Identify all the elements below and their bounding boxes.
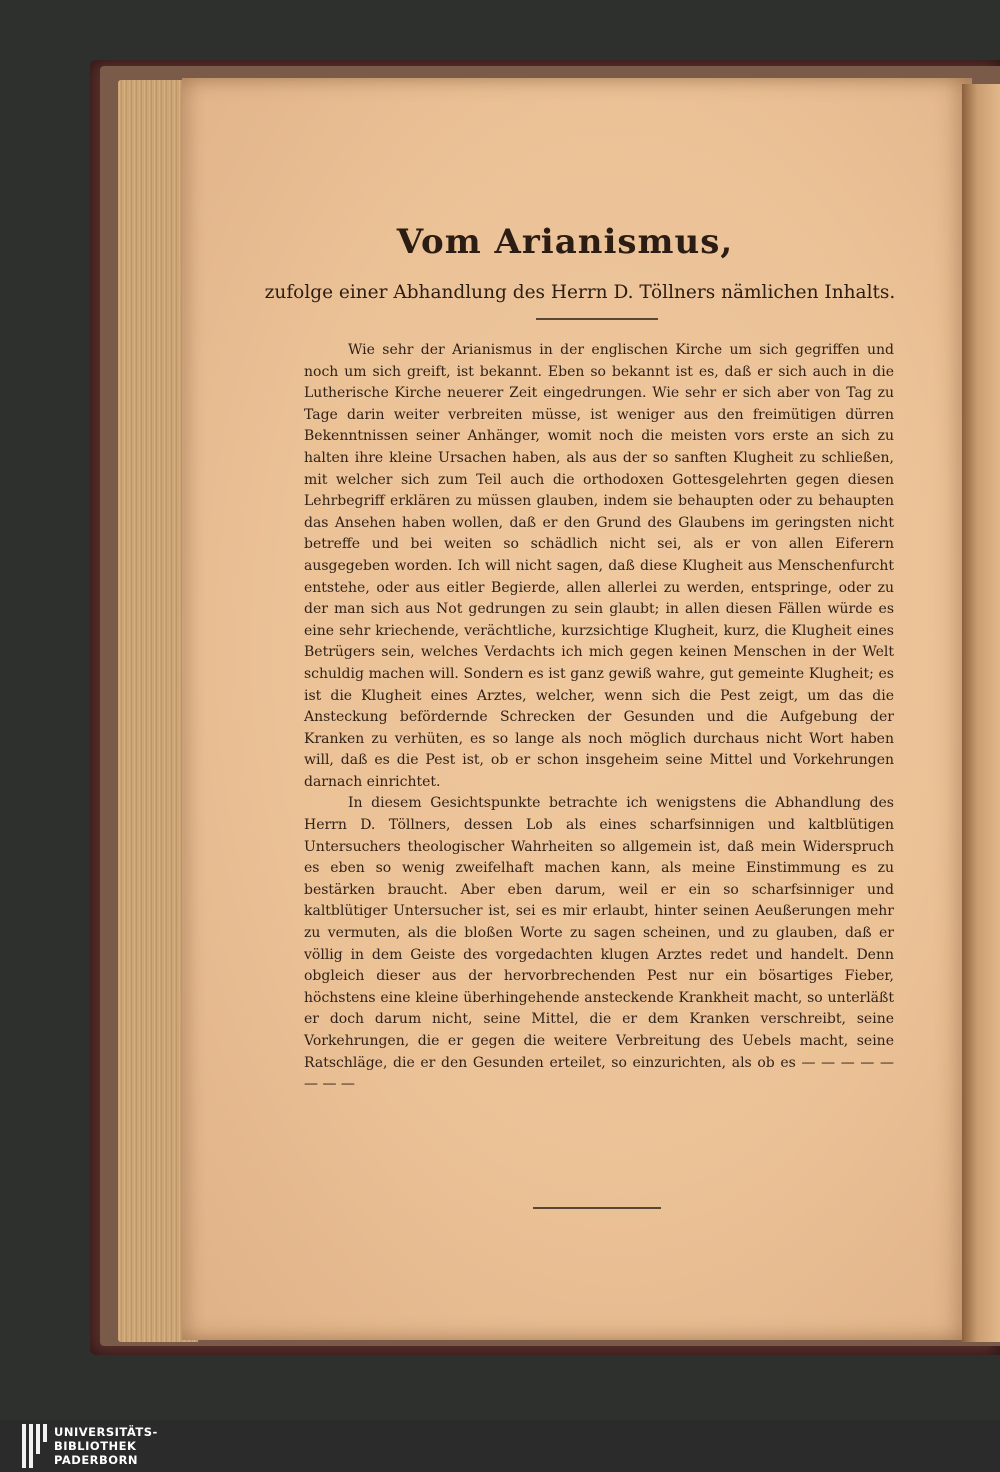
library-logo-icon [22, 1424, 48, 1468]
library-name-line-1: UNIVERSITÄTS- [54, 1425, 158, 1439]
paragraph-1: Wie sehr der Arianismus in der englischen Kirche um sich gegriffen und noch um sich greift, ist bekannt. Eben so bekannt ist es, daß er sich auch in die Lutherische Kirche neuerer Zeit eingedrungen. Wie sehr er sich aber von Tag zu Tage darin weiter verbreiten müsse, ist weniger aus den freimütigen dürren Bekenntnissen seiner Anhänger, womit noch die meisten vors erste an sich zu halten ihre kleine Ursachen haben, als aus der so sanften Klugheit zu schließen, mit welcher sich zum Teil auch die orthodoxen Gottesgelehrten gegen diesen Lehrbegriff erklären zu müssen glauben, indem sie behaupten oder zu behaupten das Ansehen haben wollen, daß er den Grund des Glaubens im geringsten nicht betreffe und bei weiten so schädlich nicht sei, als er von allen Eiferern ausgegeben worden. Ich will nicht sagen, daß diese Klugheit aus Menschenfurcht entstehe, oder aus eitler Begierde, allen allerlei zu werden, entspringe, oder zu der man sich aus Not gedrungen zu sein glaubt; in allen diesen Fällen würde es eine sehr kriechende, verächtliche, kurzsichtige Klugheit, kurz, die Klugheit eines Betrügers sein, welches Verdachts ich mich gegen keinen Menschen in der Welt schuldig machen will. Sondern es ist ganz gewiß wahre, gut gemeinte Klugheit; es ist die Klugheit eines Arztes, welcher, wenn sich die Pest zeigt, um das die Ansteckung befördernde Schrecken der Gesunden und die Aufgebung der Kranken zu verhüten, es so lange als noch möglich durchaus nicht Wort haben will, daß es die Pest ist, ob er schon insgeheim seine Mittel und Vorkehrungen darnach einrichtet. [304, 342, 894, 790]
facing-page-edge [962, 84, 1000, 1342]
chapter-title: Vom Arianismus, [396, 222, 734, 262]
chapter-subtitle: zufolge einer Abhandlung des Herrn D. Töllners nämlichen Inhalts. [264, 282, 896, 303]
body-text [304, 340, 894, 1096]
paragraph-2: In diesem Gesichtspunkte betrachte ich wenigstens die Abhandlung des Herrn D. Töllners, dessen Lob als eines scharfsinnigen und kaltblütigen Untersuchers theologischer Wahrheiten so allgemein ist, daß mein Widerspruch es eben so wenig zweifelhaft machen kann, als meine Einstimmung es zu bestärken braucht. Aber eben darum, weil er ein so scharfsinniger und kaltblütiger Untersucher ist, sei es mir erlaubt, hinter seinen Aeußerungen mehr zu vermuten, als die bloßen Worte zu sagen scheinen, und zu glauben, daß er völlig in dem Geiste des vorgedachten klugen Arztes redet und handelt. Denn obgleich dieser aus der hervorbrechenden Pest nur ein bösartiges Fieber, höchstens eine kleine überhingehende ansteckende Krankheit macht, so unterläßt er doch darum nicht, seine Mittel, die er dem Kranken verschreibt, seine Vorkehrungen, die er gegen die weitere Verbreitung des Uebels macht, seine Ratschläge, die er den Gesunden erteilet, so einzurichten, als ob es — — — — — — — — [304, 795, 894, 1093]
library-name-line-2: BIBLIOTHEK [54, 1439, 137, 1453]
title-divider [536, 318, 658, 320]
library-name-line-3: PADERBORN [54, 1453, 139, 1467]
end-divider [533, 1207, 661, 1209]
